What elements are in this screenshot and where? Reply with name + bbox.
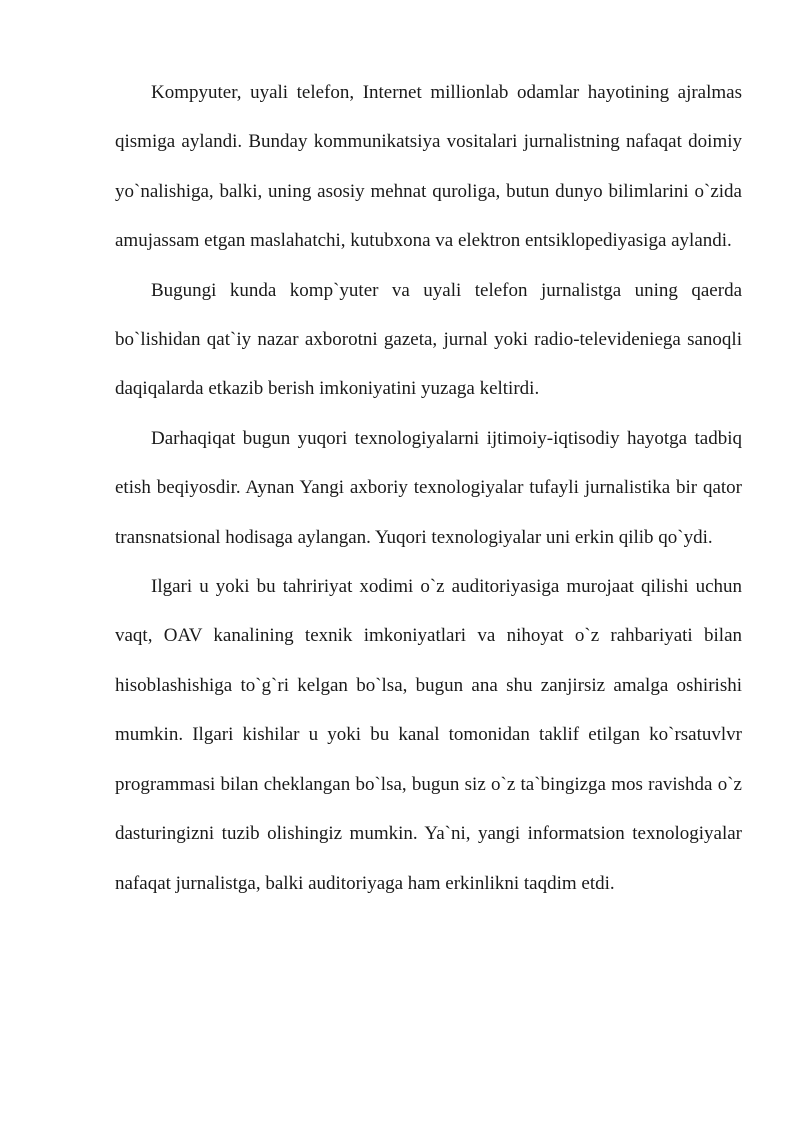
- document-body: [115, 68, 742, 908]
- paragraph-3: Darhaqiqat bugun yuqori texnologiyalarni ijtimoiy-iqtisodiy hayotga tadbiq etish beqiyosdir. Aynan Yangi axboriy texnologiyalar tufayli jurnalistika bir qator transnatsional hodisaga aylangan. Yuqori texnologiyalar uni erkin qilib qo`ydi.: [115, 427, 742, 548]
- paragraph-2: Bugungi kunda komp`yuter va uyali telefon jurnalistga uning qaerda bo`lishidan qat`iy nazar axborotni gazeta, jurnal yoki radio-televideniega sanoqli daqiqalarda etkazib berish imkoniyatini yuzaga keltirdi.: [115, 279, 742, 400]
- paragraph-4: Ilgari u yoki bu tahririyat xodimi o`z auditoriyasiga murojaat qilishi uchun vaqt, OAV kanalining texnik imkoniyatlari va nihoyat o`z rahbariyati bilan hisoblashishiga to`g`ri kelgan bo`lsa, bugun ana shu zanjirsiz amalga oshirishi mumkin. Ilgari kishilar u yoki bu kanal tomonidan taklif etilgan ko`rsatuvlvr programmasi bilan cheklangan bo`lsa, bugun siz o`z ta`bingizga mos ravishda o`z dasturingizni tuzib olishingiz mumkin. Ya`ni, yangi informatsion texnologiyalar nafaqat jurnalistga, balki auditoriyaga ham erkinlikni taqdim etdi.: [115, 576, 742, 894]
- paragraph-1: Kompyuter, uyali telefon, Internet millionlab odamlar hayotining ajralmas qismiga aylandi. Bunday kommunikatsiya vositalari jurnalistning nafaqat doimiy yo`nalishiga, balki, uning asosiy mehnat quroliga, butun dunyo bilimlarini o`zida amujassam etgan maslahatchi, kutubxona va elektron entsiklopediyasiga aylandi.: [115, 82, 742, 252]
